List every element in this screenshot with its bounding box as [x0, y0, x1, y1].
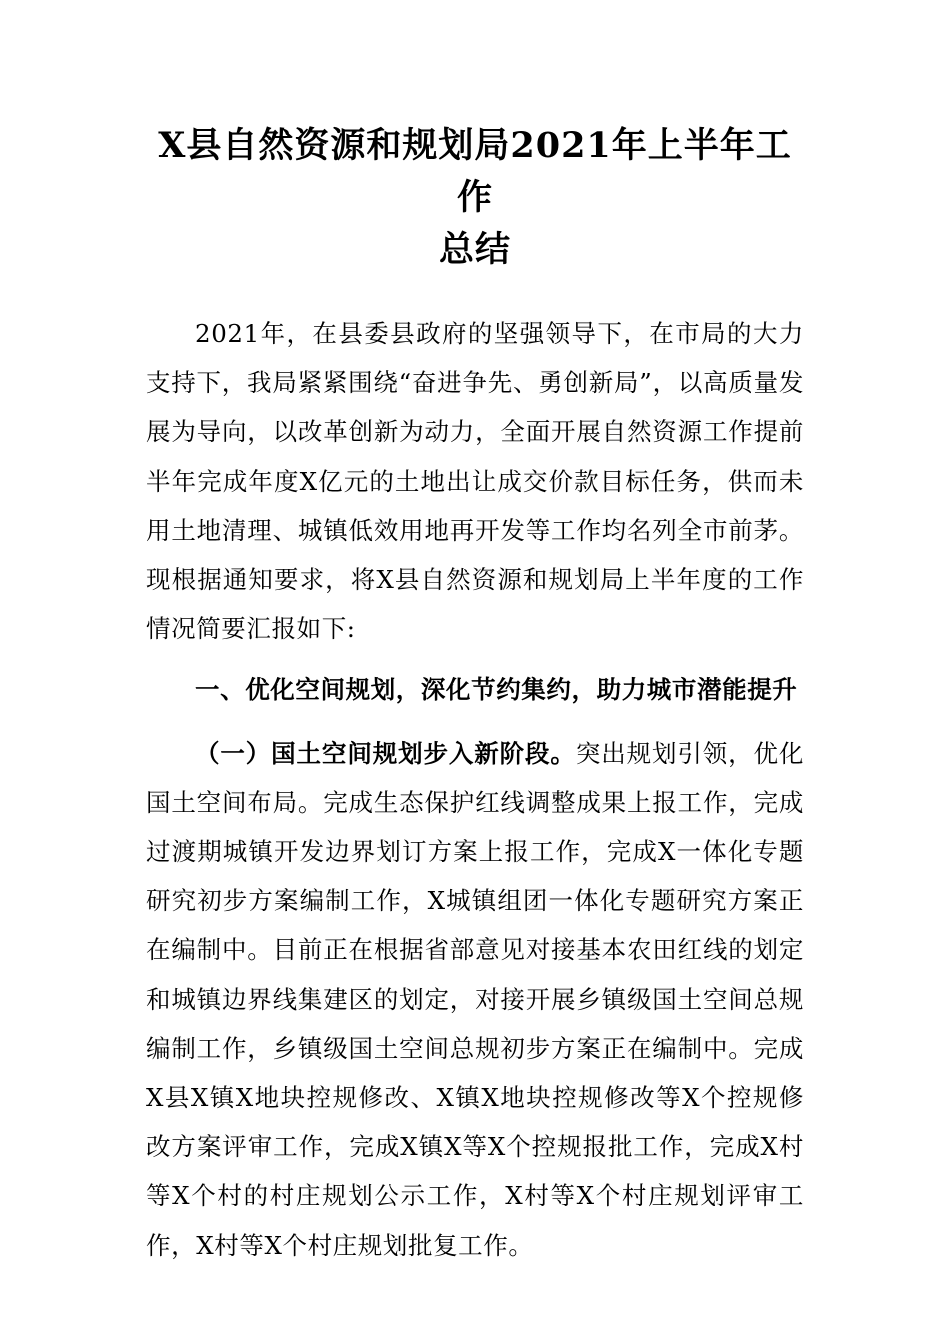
subsection-heading-1: （一）国土空间规划步入新阶段。: [195, 738, 576, 768]
document-title-line-2: 总结: [438, 229, 511, 270]
document-title-line-1: X县自然资源和规划局2021年上半年工作: [158, 125, 792, 218]
subsection-paragraph-1: [146, 729, 804, 1270]
subsection-body-1: 突出规划引领，优化国土空间布局。完成生态保护红线调整成果上报工作，完成过渡期城镇开发边界划订方案上报工作，完成X一体化专题研究初步方案编制工作，X城镇组团一体化专题研究方案正在编制中。目前正在根据省部意见对接基本农田红线的划定和城镇边界线集建区的划定，对接开展乡镇级国土空间总规编制工作，乡镇级国土空间总规初步方案正在编制中。完成X县X镇X地块控规修改、X镇X地块控规修改等X个控规修改方案评审工作，完成X镇X等X个控规报批工作，完成X村等X个村的村庄规划公示工作，X村等X个村庄规划评审工作，X村等X个村庄规划批复工作。: [146, 738, 805, 1260]
intro-paragraph: 2021年，在县委县政府的坚强领导下，在市局的大力支持下，我局紧紧围绕“奋进争先、勇创新局”，以高质量发展为导向，以改革创新为动力，全面开展自然资源工作提前半年完成年度X亿元的土地出让成交价款目标任务，供而未用土地清理、城镇低效用地再开发等工作均名列全市前茅。现根据通知要求，将X县自然资源和规划局上半年度的工作情况简要汇报如下:: [146, 319, 804, 644]
document-title: [146, 120, 804, 276]
section-heading-1: 一、优化空间规划，深化节约集约，助力城市潜能提升: [195, 675, 798, 705]
